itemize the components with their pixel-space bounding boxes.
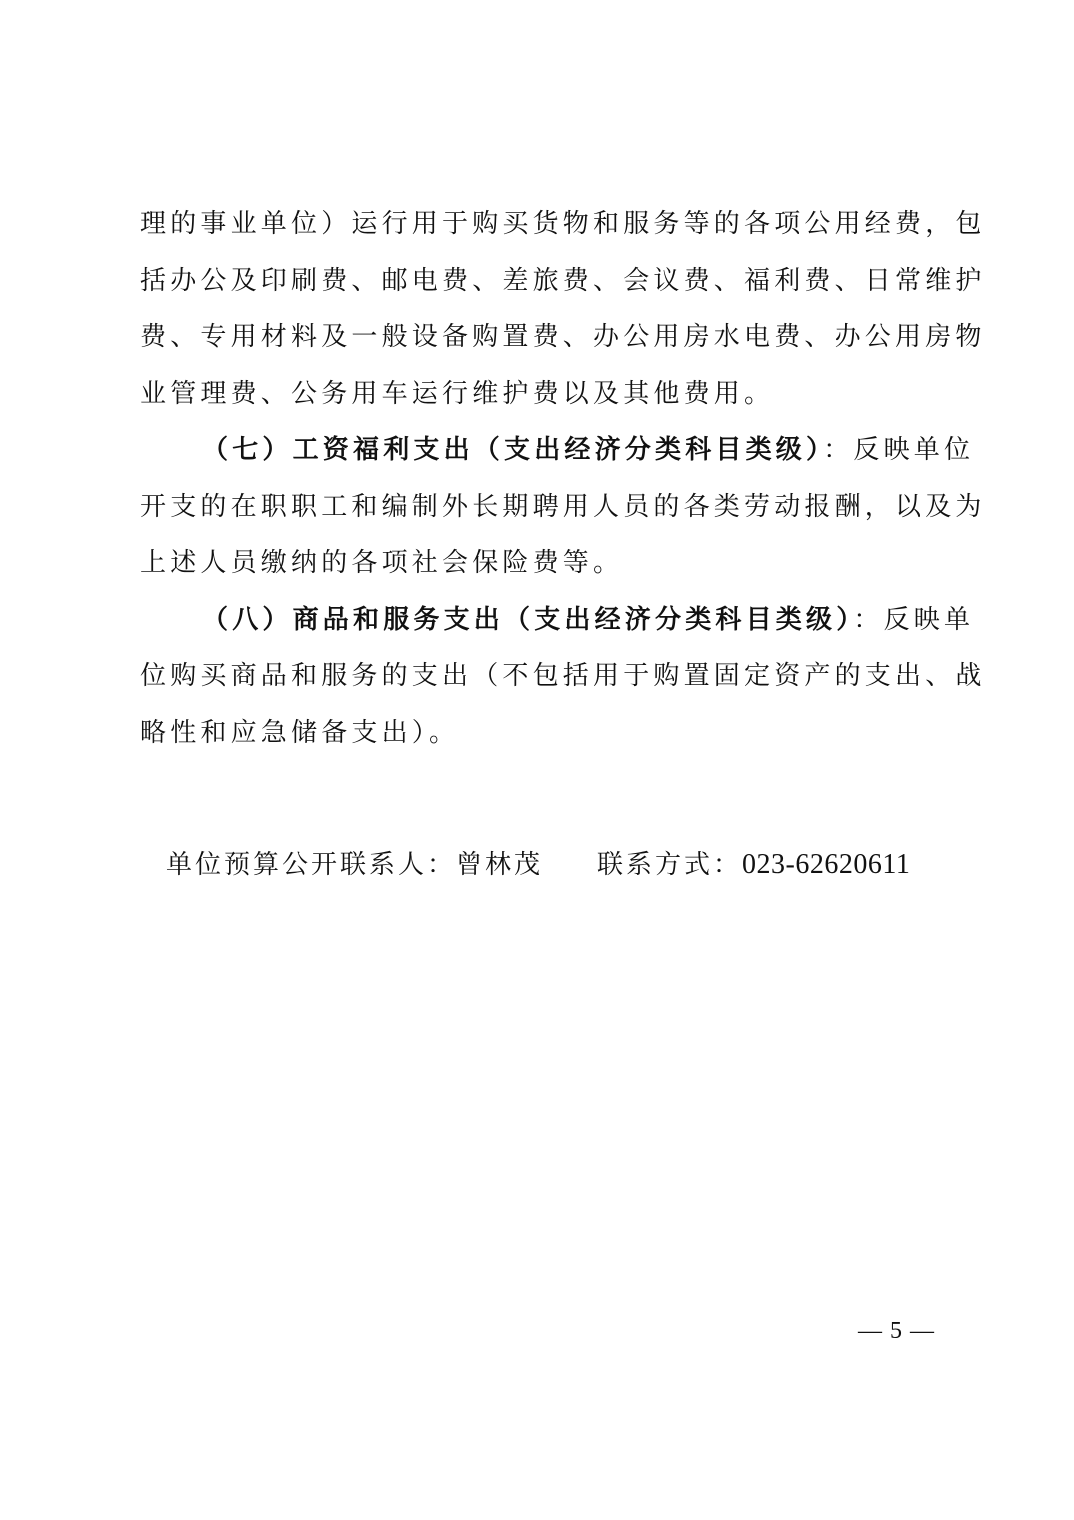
text-line	[140, 592, 975, 649]
text-line	[140, 422, 975, 479]
contact-person-label: 单位预算公开联系人：	[166, 850, 457, 880]
contact-phone-label: 联系方式：	[597, 850, 743, 880]
text-line: 开支的在职职工和编制外长期聘用人员的各类劳动报酬，以及为	[140, 491, 986, 522]
paragraph-continuation	[140, 196, 986, 422]
page-number: — 5 —	[858, 1318, 935, 1344]
text-line: 括办公及印刷费、邮电费、差旅费、会议费、福利费、日常维护	[140, 265, 986, 296]
section-heading-rest: ：反映单位	[823, 435, 975, 465]
paragraph-section-7	[140, 422, 986, 592]
contact-phone-value: 023-62620611	[742, 849, 911, 880]
paragraph-section-8	[140, 592, 986, 762]
text-line: 理的事业单位）运行用于购买货物和服务等的各项公用经费，包	[140, 209, 986, 239]
text-line: 上述人员缴纳的各项社会保险费等。	[140, 548, 624, 578]
contact-line	[166, 840, 926, 890]
text-line: 业管理费、公务用车运行维护费以及其他费用。	[140, 378, 775, 409]
text-line: 位购买商品和服务的支出（不包括用于购置固定资产的支出、战	[140, 661, 986, 691]
section-heading: （八）商品和服务支出（支出经济分类科目类级）	[202, 604, 854, 635]
contact-person-name: 曾林茂	[456, 850, 544, 880]
section-heading: （七）工资福利支出（支出经济分类科目类级）	[202, 435, 824, 465]
document-body	[140, 196, 986, 761]
section-heading-rest: ：反映单	[853, 604, 975, 635]
text-line: 费、专用材料及一般设备购置费、办公用房水电费、办公用房物	[140, 322, 986, 352]
text-line: 略性和应急储备支出）。	[140, 717, 460, 748]
